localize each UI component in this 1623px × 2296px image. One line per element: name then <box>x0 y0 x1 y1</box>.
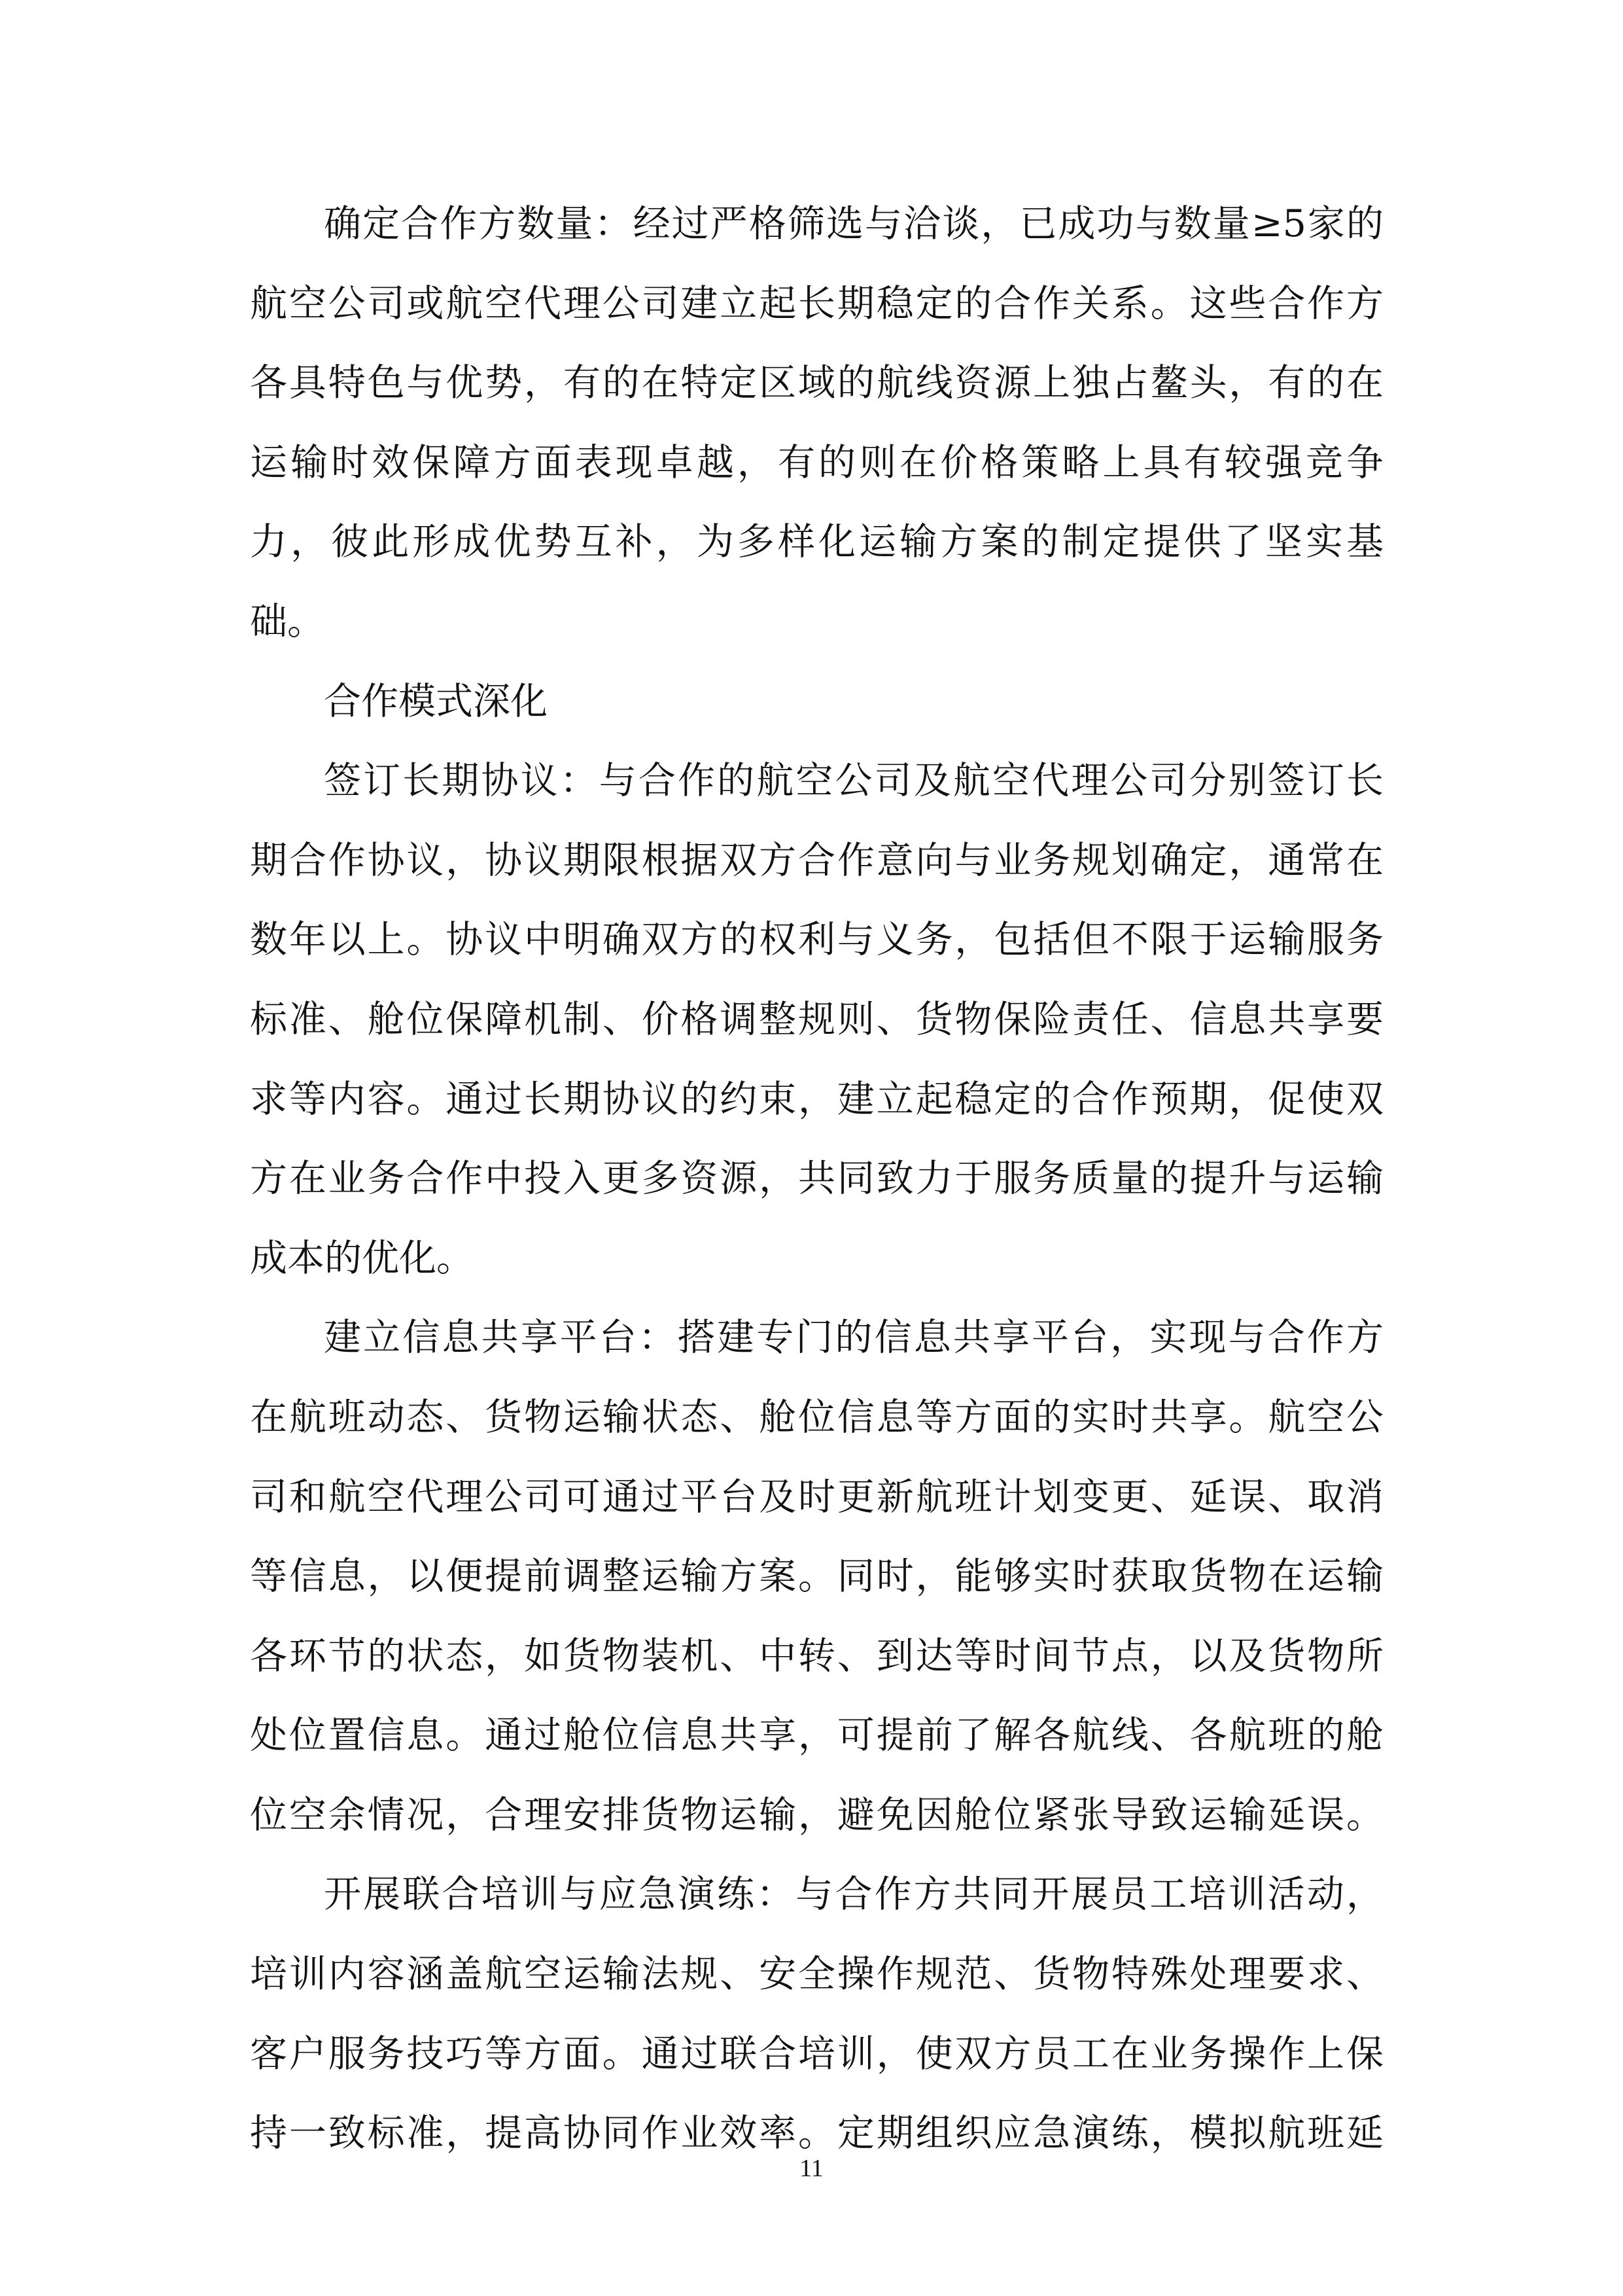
page-number: 11 <box>799 2155 824 2182</box>
document-body <box>250 204 1384 2193</box>
text-line: 运输时效保障方面表现卓越，有的则在价格策略上具有较强竞争 <box>250 440 1384 484</box>
text-line: 培训内容涵盖航空运输法规、安全操作规范、货物特殊处理要求、 <box>250 1952 1384 1996</box>
text-line: 处位置信息。通过舱位信息共享，可提前了解各航线、各航班的舱 <box>250 1714 1384 1757</box>
text-line: 标准、舱位保障机制、价格调整规则、货物保险责任、信息共享要 <box>250 997 1384 1041</box>
text-line: 确定合作方数量：经过严格筛选与洽谈，已成功与数量≥5家的 <box>324 202 1384 245</box>
text-line: 合作模式深化 <box>324 679 548 723</box>
text-line: 客户服务技巧等方面。通过联合培训，使双方员工在业务操作上保 <box>250 2032 1384 2075</box>
section-heading <box>250 679 1384 723</box>
text-line: 方在业务合作中投入更多资源，共同致力于服务质量的提升与运输 <box>250 1157 1384 1201</box>
text-line: 在航班动态、货物运输状态、舱位信息等方面的实时共享。航空公 <box>250 1395 1384 1439</box>
text-line: 求等内容。通过长期协议的约束，建立起稳定的合作预期，促使双 <box>250 1077 1384 1121</box>
text-line: 开展联合培训与应急演练：与合作方共同开展员工培训活动， <box>324 1873 1384 1916</box>
text-line: 司和航空代理公司可通过平台及时更新航班计划变更、延误、取消 <box>250 1475 1384 1519</box>
text-line: 签订长期协议：与合作的航空公司及航空代理公司分别签订长 <box>324 759 1384 803</box>
text-line: 持一致标准，提高协同作业效率。定期组织应急演练，模拟航班延 <box>250 2111 1384 2155</box>
text-line: 位空余情况，合理安排货物运输，避免因舱位紧张导致运输延误。 <box>250 1793 1384 1837</box>
text-line: 数年以上。协议中明确双方的权利与义务，包括但不限于运输服务 <box>250 918 1384 962</box>
text-line: 成本的优化。 <box>250 1236 474 1280</box>
text-line: 建立信息共享平台：搭建专门的信息共享平台，实现与合作方 <box>324 1316 1384 1360</box>
paragraph <box>250 1318 1384 1835</box>
text-line: 航空公司或航空代理公司建立起长期稳定的合作关系。这些合作方 <box>250 281 1384 325</box>
text-line: 力，彼此形成优势互补，为多样化运输方案的制定提供了坚实基 <box>250 520 1384 564</box>
text-line: 各具特色与优势，有的在特定区域的航线资源上独占鳌头，有的在 <box>250 361 1384 405</box>
text-line: 础。 <box>250 599 324 643</box>
text-line: 期合作协议，协议期限根据双方合作意向与业务规划确定，通常在 <box>250 838 1384 882</box>
paragraph <box>250 761 1384 1278</box>
paragraph <box>250 1875 1384 2153</box>
paragraph <box>250 204 1384 641</box>
text-line: 各环节的状态，如货物装机、中转、到达等时间节点，以及货物所 <box>250 1634 1384 1678</box>
text-line: 等信息，以便提前调整运输方案。同时，能够实时获取货物在运输 <box>250 1555 1384 1598</box>
